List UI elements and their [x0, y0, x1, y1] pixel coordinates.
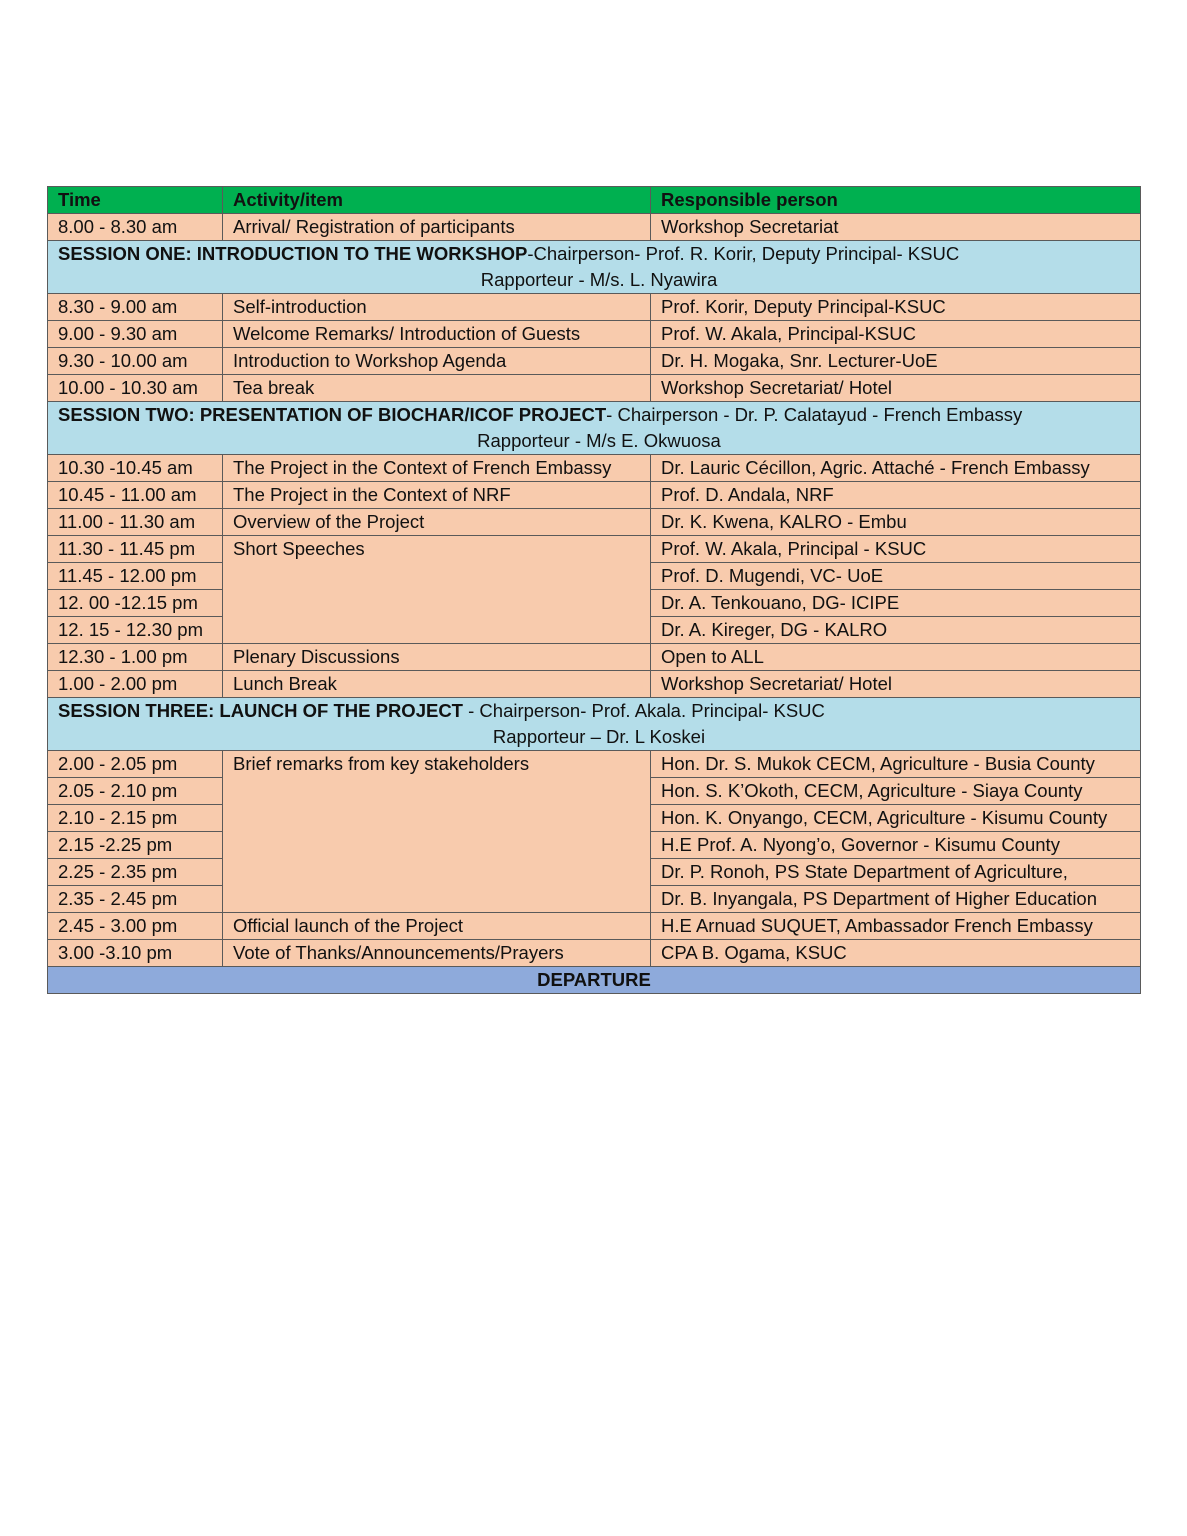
row-time: 2.05 - 2.10 pm	[48, 778, 223, 805]
header-responsible: Responsible person	[651, 187, 1141, 214]
row-time: 11.30 - 11.45 pm	[48, 536, 223, 563]
row-responsible: Dr. A. Kireger, DG - KALRO	[651, 617, 1141, 644]
row-responsible: Dr. H. Mogaka, Snr. Lecturer-UoE	[651, 348, 1141, 375]
session-title: SESSION THREE: LAUNCH OF THE PROJECT	[58, 700, 463, 721]
row-responsible: Prof. D. Andala, NRF	[651, 482, 1141, 509]
row-time: 11.45 - 12.00 pm	[48, 563, 223, 590]
row-time: 12. 00 -12.15 pm	[48, 590, 223, 617]
row-activity: Brief remarks from key stakeholders	[223, 751, 651, 913]
row-responsible: Hon. Dr. S. Mukok CECM, Agriculture - Busia County	[651, 751, 1141, 778]
row-time: 2.45 - 3.00 pm	[48, 913, 223, 940]
row-responsible: Prof. D. Mugendi, VC- UoE	[651, 563, 1141, 590]
table-row	[48, 751, 1141, 778]
row-time: 12.30 - 1.00 pm	[48, 644, 223, 671]
row-responsible: Prof. W. Akala, Principal - KSUC	[651, 536, 1141, 563]
row-time: 8.30 - 9.00 am	[48, 294, 223, 321]
table-row	[48, 348, 1141, 375]
session-three-row	[48, 698, 1141, 751]
row-activity: The Project in the Context of NRF	[223, 482, 651, 509]
row-activity: Vote of Thanks/Announcements/Prayers	[223, 940, 651, 967]
table-row	[48, 455, 1141, 482]
session-rapporteur: Rapporteur – Dr. L Koskei	[492, 726, 706, 747]
row-activity: Lunch Break	[223, 671, 651, 698]
row-time: 11.00 - 11.30 am	[48, 509, 223, 536]
table-row	[48, 321, 1141, 348]
row-responsible: CPA B. Ogama, KSUC	[651, 940, 1141, 967]
table-row	[48, 294, 1141, 321]
agenda-table	[47, 186, 1141, 994]
row-responsible: Workshop Secretariat/ Hotel	[651, 671, 1141, 698]
row-responsible: Prof. W. Akala, Principal-KSUC	[651, 321, 1141, 348]
row-responsible: Open to ALL	[651, 644, 1141, 671]
row-responsible: Workshop Secretariat/ Hotel	[651, 375, 1141, 402]
row-time: 9.30 - 10.00 am	[48, 348, 223, 375]
session-chair: - Chairperson- Prof. Akala. Principal- KSUC	[462, 700, 825, 721]
departure-row	[48, 967, 1141, 994]
row-time: 2.00 - 2.05 pm	[48, 751, 223, 778]
row-responsible: Prof. Korir, Deputy Principal-KSUC	[651, 294, 1141, 321]
row-responsible: Workshop Secretariat	[651, 214, 1141, 241]
row-time: 2.25 - 2.35 pm	[48, 859, 223, 886]
row-activity: Introduction to Workshop Agenda	[223, 348, 651, 375]
session-three-heading	[48, 698, 1141, 751]
session-title: SESSION ONE: INTRODUCTION TO THE WORKSHOP	[58, 243, 528, 264]
session-two-heading	[48, 402, 1141, 455]
table-row	[48, 913, 1141, 940]
session-two-row	[48, 402, 1141, 455]
row-responsible: Dr. A. Tenkouano, DG- ICIPE	[651, 590, 1141, 617]
table-row	[48, 671, 1141, 698]
header-activity: Activity/item	[223, 187, 651, 214]
header-time: Time	[48, 187, 223, 214]
row-time: 3.00 -3.10 pm	[48, 940, 223, 967]
row-activity: Plenary Discussions	[223, 644, 651, 671]
row-time: 8.00 - 8.30 am	[48, 214, 223, 241]
row-time: 1.00 - 2.00 pm	[48, 671, 223, 698]
table-row	[48, 482, 1141, 509]
row-time: 2.15 -2.25 pm	[48, 832, 223, 859]
row-responsible: Hon. K. Onyango, CECM, Agriculture - Kisumu County	[651, 805, 1141, 832]
table-row	[48, 214, 1141, 241]
row-time: 9.00 - 9.30 am	[48, 321, 223, 348]
session-one-heading	[48, 241, 1141, 294]
session-title: SESSION TWO: PRESENTATION OF BIOCHAR/ICOF PROJECT	[58, 404, 607, 425]
session-rapporteur: Rapporteur - M/s. L. Nyawira	[480, 269, 718, 290]
row-activity: The Project in the Context of French Embassy	[223, 455, 651, 482]
header-row	[48, 187, 1141, 214]
row-responsible: H.E Arnuad SUQUET, Ambassador French Embassy	[651, 913, 1141, 940]
session-one-row	[48, 241, 1141, 294]
row-activity: Short Speeches	[223, 536, 651, 644]
row-time: 12. 15 - 12.30 pm	[48, 617, 223, 644]
row-responsible: Dr. B. Inyangala, PS Department of Higher Education	[651, 886, 1141, 913]
table-row	[48, 375, 1141, 402]
row-time: 2.35 - 2.45 pm	[48, 886, 223, 913]
table-row	[48, 644, 1141, 671]
row-responsible: Dr. Lauric Cécillon, Agric. Attaché - French Embassy	[651, 455, 1141, 482]
table-row	[48, 509, 1141, 536]
session-chair: -Chairperson- Prof. R. Korir, Deputy Principal- KSUC	[527, 243, 960, 264]
departure-label: DEPARTURE	[48, 967, 1141, 994]
row-activity: Overview of the Project	[223, 509, 651, 536]
session-rapporteur: Rapporteur - M/s E. Okwuosa	[477, 430, 721, 451]
row-activity: Arrival/ Registration of participants	[223, 214, 651, 241]
row-time: 10.30 -10.45 am	[48, 455, 223, 482]
row-responsible: Dr. P. Ronoh, PS State Department of Agriculture,	[651, 859, 1141, 886]
row-responsible: Hon. S. K’Okoth, CECM, Agriculture - Siaya County	[651, 778, 1141, 805]
row-responsible: H.E Prof. A. Nyong’o, Governor - Kisumu County	[651, 832, 1141, 859]
session-chair: - Chairperson - Dr. P. Calatayud - French Embassy	[606, 404, 1023, 425]
row-activity: Official launch of the Project	[223, 913, 651, 940]
table-row	[48, 536, 1141, 563]
row-time: 10.45 - 11.00 am	[48, 482, 223, 509]
table-row	[48, 940, 1141, 967]
row-activity: Tea break	[223, 375, 651, 402]
row-time: 10.00 - 10.30 am	[48, 375, 223, 402]
row-time: 2.10 - 2.15 pm	[48, 805, 223, 832]
row-activity: Self-introduction	[223, 294, 651, 321]
row-responsible: Dr. K. Kwena, KALRO - Embu	[651, 509, 1141, 536]
row-activity: Welcome Remarks/ Introduction of Guests	[223, 321, 651, 348]
